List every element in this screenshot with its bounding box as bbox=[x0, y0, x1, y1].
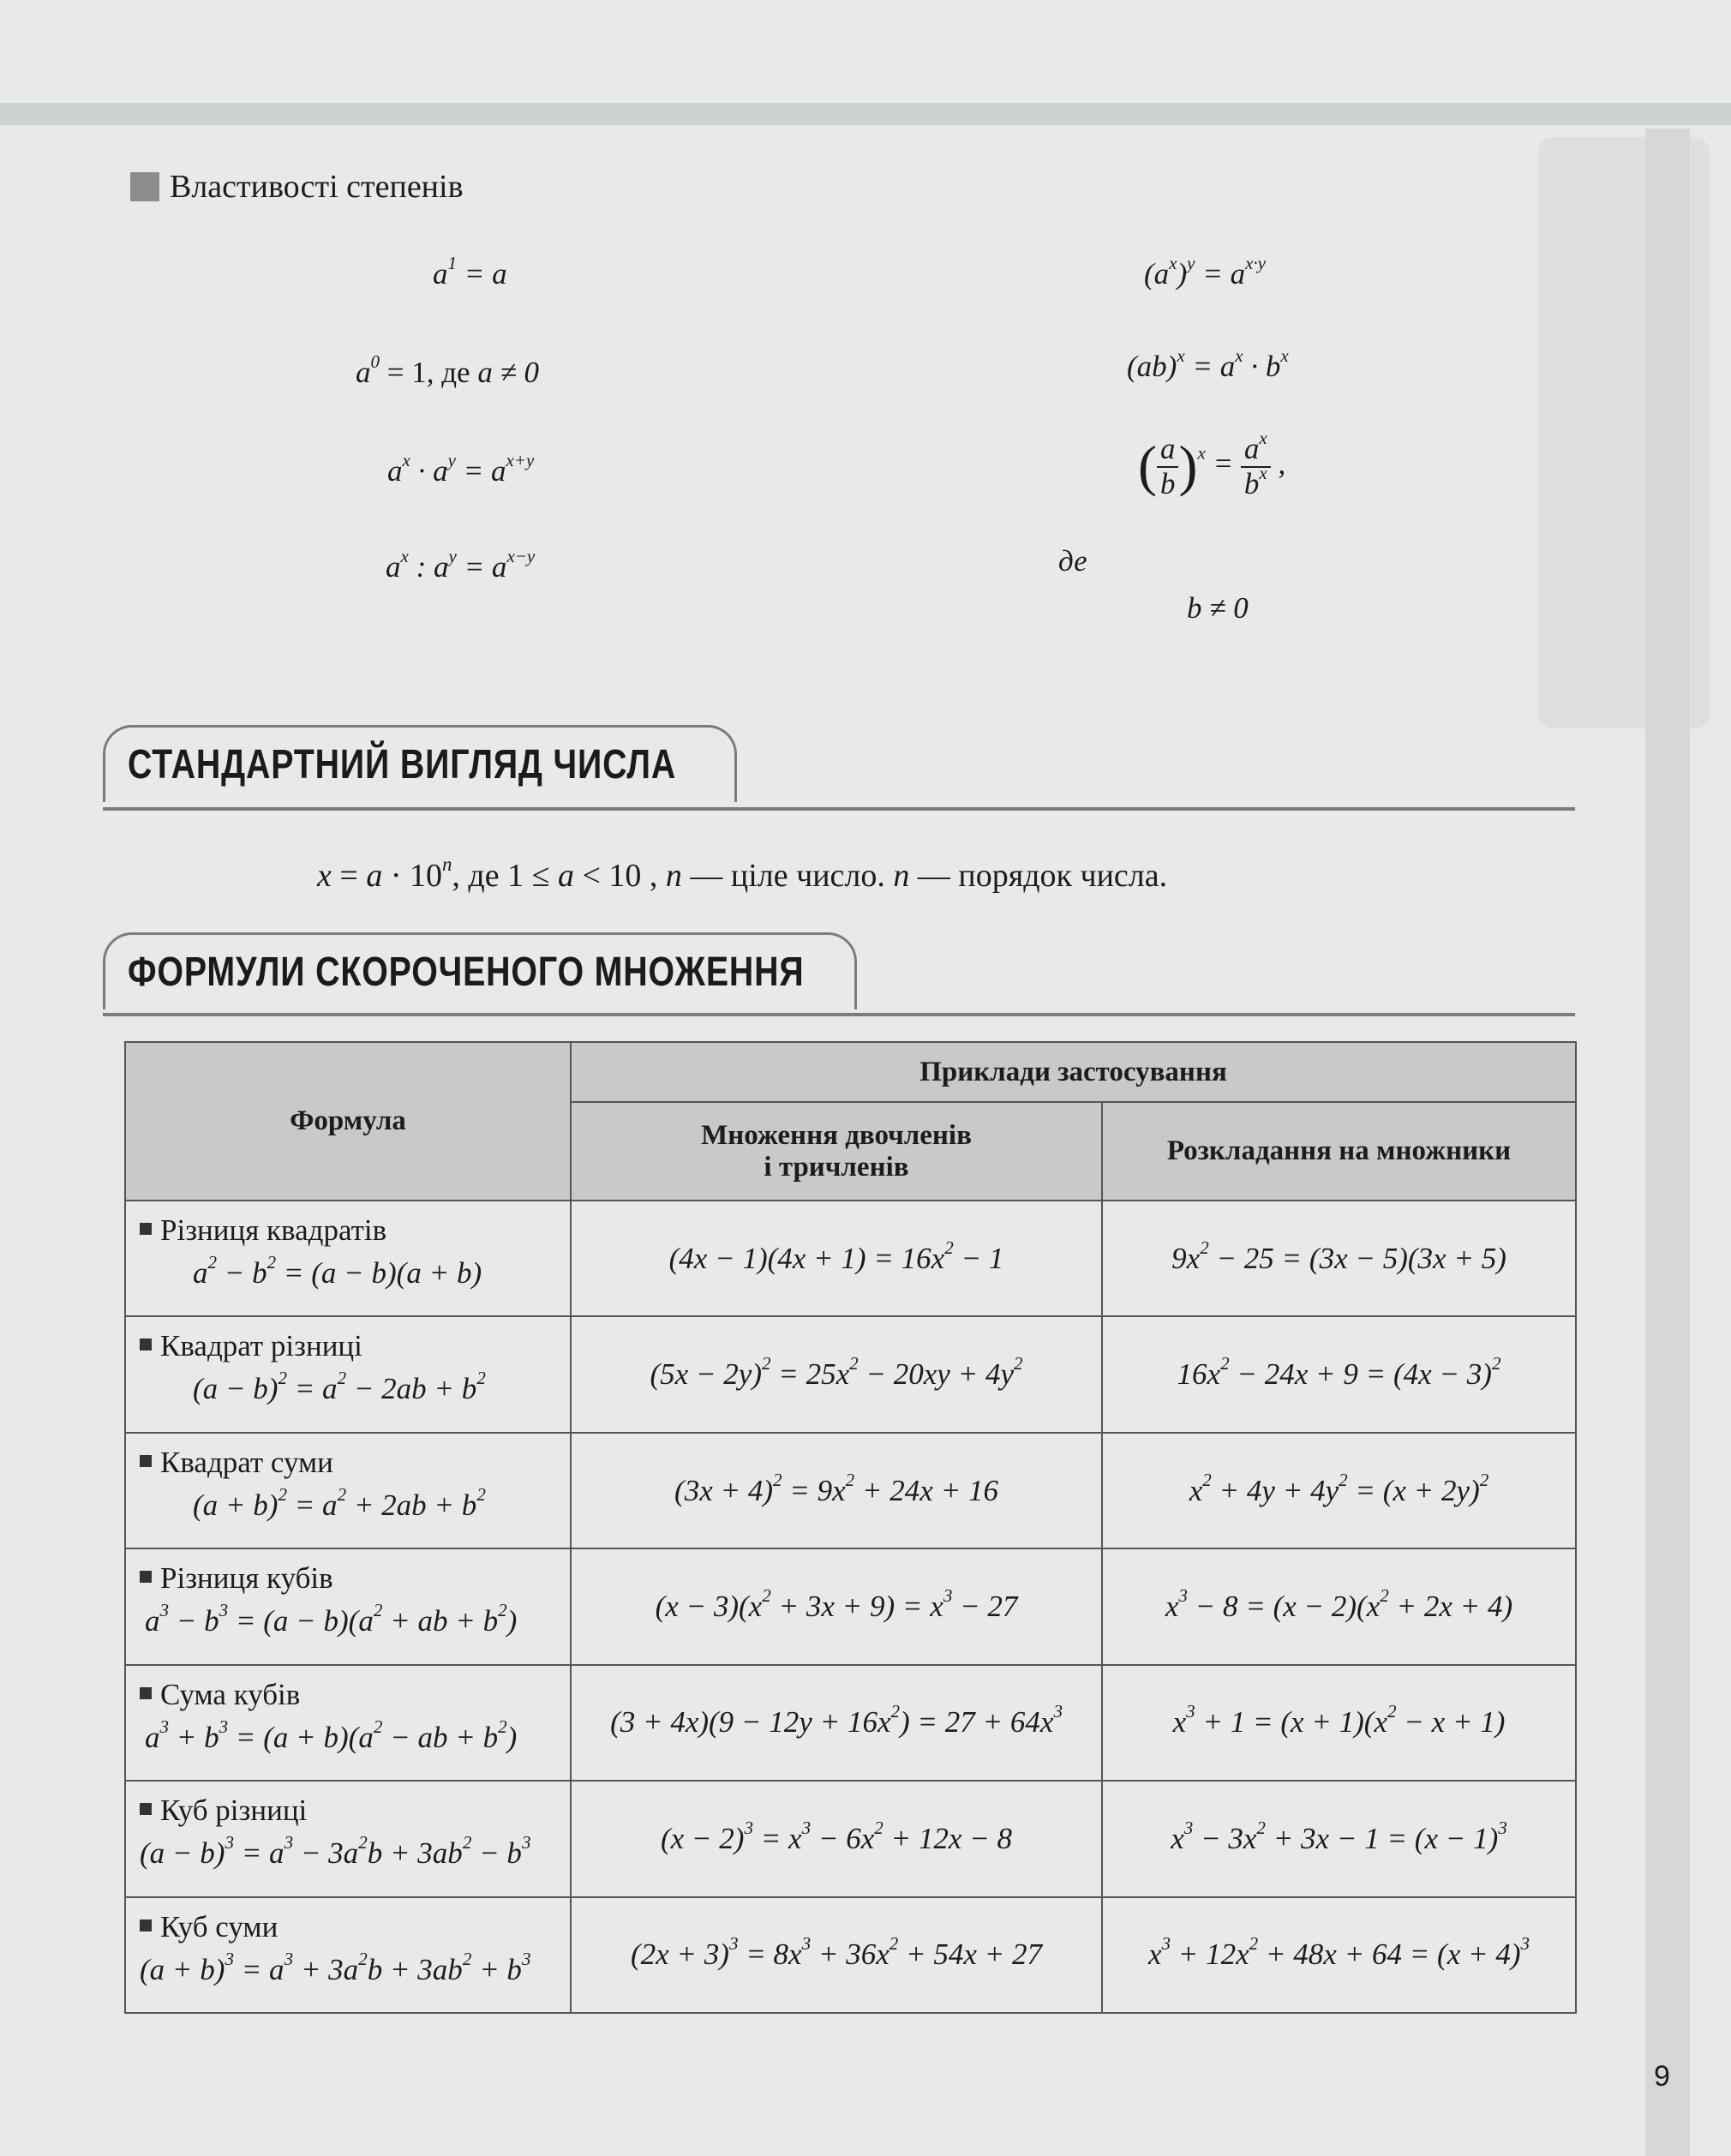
header-formula: Формула bbox=[125, 1042, 571, 1201]
standard-form-formula: $x = a \cdot 10^n$, де 1 ≤ a < 10 , n — ціле число. n — порядок числа. bbox=[317, 853, 1168, 894]
formula-a-power-0: $a^0 = 1$, де a ≠ 0 bbox=[356, 351, 540, 389]
abbrev-rule bbox=[103, 1013, 1575, 1016]
powers-section-title bbox=[130, 168, 464, 206]
formula-power-of-power: $(a^x)^y = a^{x\cdot y}$ bbox=[1144, 253, 1266, 290]
table-row bbox=[125, 1201, 1576, 1316]
formula-fraction-power: ( $\frac{a}{b}$ )$^x$ = $\frac{a^x}{b^x}$ , bbox=[1138, 428, 1286, 500]
factor-example: $x^3 - 8 = (x - 2)(x^2 + 2x + 4)$ bbox=[1102, 1548, 1576, 1664]
bullet-icon bbox=[140, 1455, 152, 1467]
and-where-text: , де bbox=[426, 356, 470, 389]
standard-form-rule bbox=[103, 807, 1575, 811]
header-multiply-line1: Множення двочленів bbox=[701, 1119, 972, 1151]
multiply-example: $(3x + 4)^2 = 9x^2 + 24x + 16$ bbox=[571, 1433, 1102, 1548]
std-integer: — ціле число. bbox=[690, 858, 885, 894]
formula-power-quotient: $a^x$ : $a^y = a^{x-y}$ bbox=[386, 546, 536, 584]
bullet-icon bbox=[140, 1571, 152, 1583]
multiply-example: $(4x - 1)(4x + 1) = 16x^2 - 1$ bbox=[571, 1201, 1102, 1316]
bullet-icon bbox=[140, 1223, 152, 1235]
top-band bbox=[0, 103, 1731, 125]
row-name: Сума кубів bbox=[160, 1677, 301, 1711]
multiply-example: $(x - 2)^3 = x^3 - 6x^2 + 12x - 8$ bbox=[571, 1781, 1102, 1896]
factor-example: $x^3 - 3x^2 + 3x - 1 = (x - 1)^3$ bbox=[1102, 1781, 1576, 1896]
row-formula: $(a + b)^3 = a^3 + 3a^2b + 3ab^2 + b^3$ bbox=[140, 1948, 531, 1986]
table-row bbox=[125, 1316, 1576, 1432]
powers-title-text: Властивості степенів bbox=[170, 169, 464, 205]
factor-example: $9x^2 - 25 = (3x - 5)(3x + 5)$ bbox=[1102, 1201, 1576, 1316]
page-number: 9 bbox=[1654, 2060, 1670, 2093]
std-order: — порядок числа. bbox=[917, 858, 1168, 894]
table-row bbox=[125, 1897, 1576, 2013]
table-row bbox=[125, 1665, 1576, 1781]
header-examples: Приклади застосування bbox=[571, 1042, 1576, 1102]
row-formula: $(a - b)^3 = a^3 - 3a^2b + 3ab^2 - b^3$ bbox=[140, 1832, 531, 1871]
table-row bbox=[125, 1781, 1576, 1896]
std-where: , де bbox=[452, 858, 500, 894]
factor-example: $x^2 + 4y + 4y^2 = (x + 2y)^2$ bbox=[1102, 1433, 1576, 1548]
row-name: Квадрат суми bbox=[160, 1445, 333, 1479]
header-multiply bbox=[571, 1102, 1102, 1201]
multiply-example: $(3 + 4x)(9 - 12y + 16x^2) = 27 + 64x^3$ bbox=[571, 1665, 1102, 1781]
row-formula: $a^3 + b^3 = (a + b)(a^2$ − ab + $b^2$) bbox=[145, 1716, 518, 1754]
bullet-icon bbox=[140, 1339, 152, 1350]
row-name: Куб різниці bbox=[160, 1794, 308, 1828]
bullet-icon bbox=[140, 1803, 152, 1815]
abbrev-tab-text: ФОРМУЛИ СКОРОЧЕНОГО МНОЖЕННЯ bbox=[128, 949, 805, 995]
table-header-row bbox=[125, 1042, 1576, 1102]
formula-power-product: $a^x \cdot a^y = a^{x+y}$ bbox=[387, 450, 535, 488]
multiply-example: $(x - 3)(x^2 + 3x + 9) = x^3 - 27$ bbox=[571, 1548, 1102, 1664]
header-factor: Розкладання на множники bbox=[1102, 1102, 1576, 1201]
factor-example: $x^3 + 1 = (x + 1)(x^2 - x + 1)$ bbox=[1102, 1665, 1576, 1781]
row-formula: $a^3 - b^3 = (a - b)(a^2$ + ab + $b^2$) bbox=[145, 1600, 518, 1638]
row-formula: $(a + b)^2 = a^2 + 2ab + b^2$ bbox=[193, 1484, 486, 1522]
row-name: Різниця кубів bbox=[160, 1561, 333, 1596]
header-multiply-line2: і тричленів bbox=[764, 1151, 909, 1183]
bullet-icon bbox=[140, 1687, 152, 1699]
table-row bbox=[125, 1433, 1576, 1548]
where-label: де bbox=[1058, 544, 1087, 578]
standard-form-tab bbox=[103, 725, 737, 802]
row-formula: $a^2 - b^2 = (a - b)(a + b)$ bbox=[193, 1252, 482, 1290]
factor-example: $x^3 + 12x^2 + 48x + 64 = (x + 4)^3$ bbox=[1102, 1897, 1576, 2013]
row-name: Квадрат різниці bbox=[160, 1329, 362, 1363]
square-bullet-icon bbox=[130, 172, 159, 201]
formulas-table bbox=[124, 1041, 1577, 2014]
standard-form-tab-text: СТАНДАРТНИЙ ВИГЛЯД ЧИСЛА bbox=[128, 742, 677, 788]
table-row bbox=[125, 1548, 1576, 1664]
bullet-icon bbox=[140, 1919, 152, 1931]
multiply-example: $(2x + 3)^3 = 8x^3 + 36x^2 + 54x + 27$ bbox=[571, 1897, 1102, 2013]
row-formula: $(a - b)^2 = a^2 - 2ab + b^2$ bbox=[193, 1368, 486, 1406]
page-edge-band bbox=[1645, 129, 1690, 2156]
b-not-zero: b ≠ 0 bbox=[1187, 591, 1249, 625]
formula-product-power: $(ab)^x = a^x \cdot b^x$ bbox=[1127, 345, 1289, 383]
abbrev-tab bbox=[103, 932, 857, 1009]
row-name: Куб суми bbox=[160, 1909, 279, 1943]
multiply-example: $(5x - 2y)^2 = 25x^2 - 20xy + 4y^2$ bbox=[571, 1316, 1102, 1432]
factor-example: $16x^2 - 24x + 9 = (4x - 3)^2$ bbox=[1102, 1316, 1576, 1432]
row-name: Різниця квадратів bbox=[160, 1213, 387, 1247]
formula-a-power-1: $a^1 = a$ bbox=[433, 253, 507, 290]
